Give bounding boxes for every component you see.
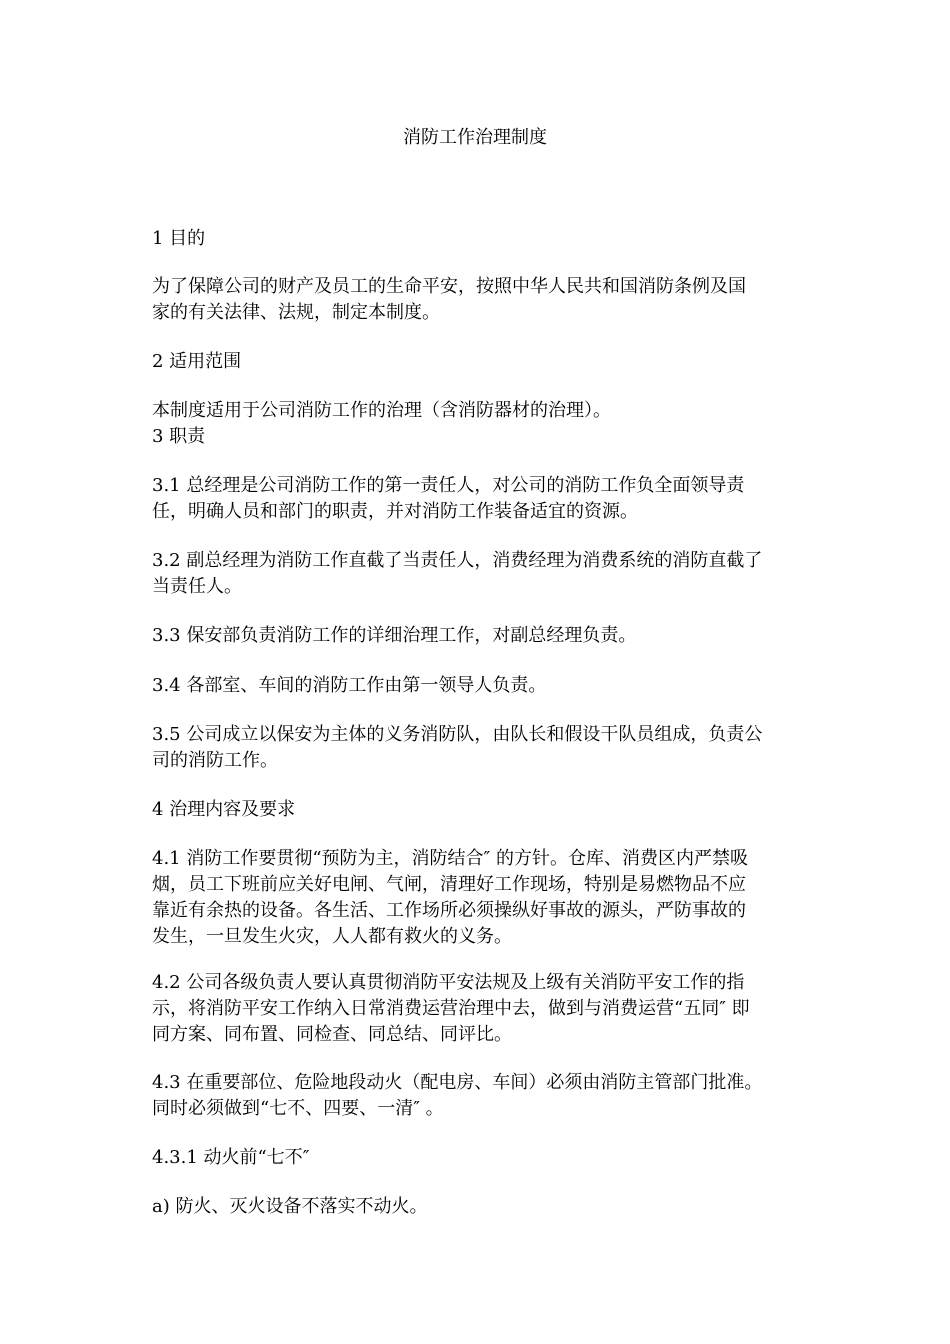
- paragraph-3-2: [152, 548, 802, 600]
- text-line: 3 职责: [152, 426, 206, 447]
- paragraph-item-a: [152, 1194, 802, 1220]
- text-line: 当责任人。: [152, 576, 242, 597]
- text-line: 任，明确人员和部门的职责，并对消防工作装备适宜的资源。: [152, 501, 638, 522]
- paragraph-3-4: [152, 673, 802, 699]
- text-line: 3.1 总经理是公司消防工作的第一责任人，对公司的消防工作负全面领导责: [152, 475, 745, 496]
- text-line: 3.2 副总经理为消防工作直截了当责任人，消费经理为消费系统的消防直截了: [152, 550, 763, 571]
- text-line: 3.3 保安部负责消防工作的详细治理工作，对副总经理负责。: [152, 625, 637, 646]
- paragraph-4-3-1: [152, 1145, 802, 1171]
- paragraph-3-1: [152, 473, 802, 525]
- text-line: 3.4 各部室、车间的消防工作由第一领导人负责。: [152, 675, 547, 696]
- text-line: 司的消防工作。: [152, 750, 278, 771]
- text-line: 靠近有余热的设备。各生活、工作场所必须操纵好事故的源头，严防事故的: [152, 900, 746, 921]
- heading-management: [152, 797, 802, 823]
- text-line: 4 治理内容及要求: [152, 799, 296, 820]
- document-title: 消防工作治理制度: [403, 127, 547, 148]
- text-line: 发生，一旦发生火灾，人人都有救火的义务。: [152, 926, 512, 947]
- text-line: 2 适用范围: [152, 351, 242, 372]
- text-line: 示，将消防平安工作纳入日常消费运营治理中去，做到与消费运营“五同″ 即: [152, 998, 750, 1019]
- text-line: 烟，员工下班前应关好电闸、气闸，清理好工作现场，特别是易燃物品不应: [152, 874, 746, 895]
- text-line: 家的有关法律、法规，制定本制度。: [152, 302, 440, 323]
- text-line: 1 目的: [152, 228, 206, 249]
- paragraph-scope: [152, 398, 802, 424]
- heading-scope: [152, 349, 802, 375]
- paragraph-4-1: [152, 846, 802, 950]
- text-line: 同时必须做到“七不、四要、一清″ 。: [152, 1098, 444, 1119]
- paragraph-purpose: [152, 274, 802, 326]
- text-line: 本制度适用于公司消防工作的治理（含消防器材的治理）。: [152, 400, 611, 421]
- text-line: a) 防火、灭火设备不落实不动火。: [152, 1196, 428, 1217]
- text-line: 3.5 公司成立以保安为主体的义务消防队，由队长和假设干队员组成，负责公: [152, 724, 763, 745]
- heading-purpose: [152, 226, 802, 252]
- paragraph-3-3: [152, 623, 802, 649]
- paragraph-4-2: [152, 970, 802, 1048]
- paragraph-3-5: [152, 722, 802, 774]
- text-line: 为了保障公司的财产及员工的生命平安，按照中华人民共和国消防条例及国: [152, 276, 746, 297]
- text-line: 4.3.1 动火前“七不″: [152, 1147, 310, 1168]
- text-line: 同方案、同布置、同检查、同总结、同评比。: [152, 1024, 512, 1045]
- text-line: 4.2 公司各级负责人要认真贯彻消防平安法规及上级有关消防平安工作的指: [152, 972, 745, 993]
- text-line: 4.3 在重要部位、危险地段动火（配电房、车间）必须由消防主管部门批准。: [152, 1072, 763, 1093]
- text-line: 4.1 消防工作要贯彻“预防为主，消防结合″ 的方针。仓库、消费区内严禁吸: [152, 848, 748, 869]
- heading-duties: [152, 424, 802, 450]
- paragraph-4-3: [152, 1070, 802, 1122]
